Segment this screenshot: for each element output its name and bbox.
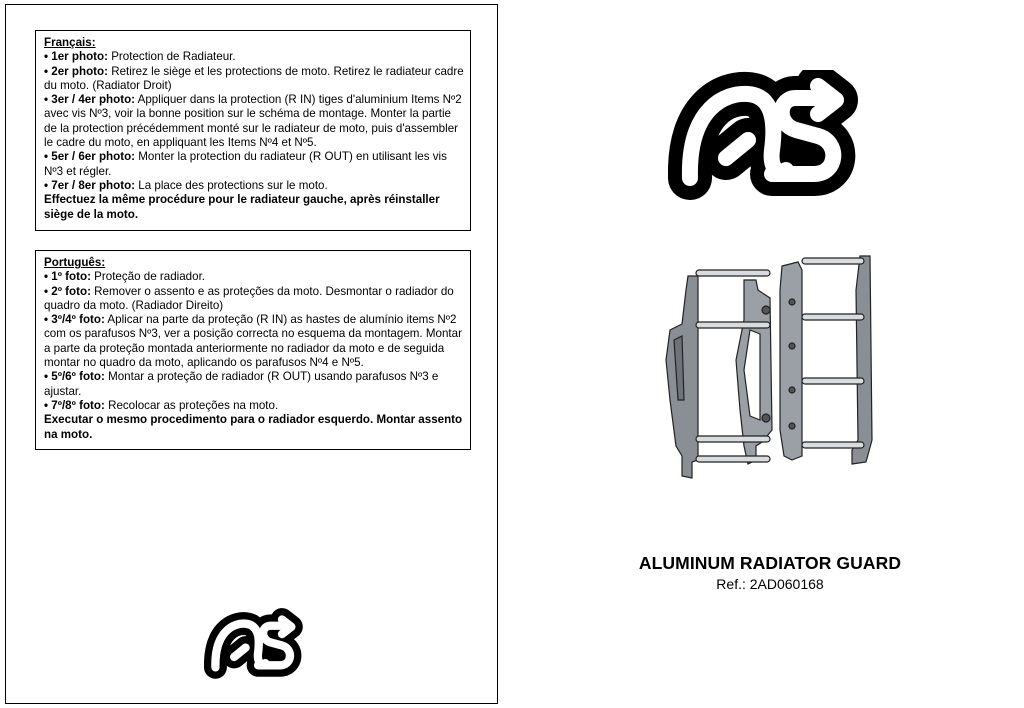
portuguese-step-4: • 5º/6º foto: Montar a proteção de radiador (R OUT) usando parafusos Nº3 e ajustar.: [44, 370, 439, 398]
radiator-guard-drawing: [652, 250, 884, 488]
portuguese-title: Português:: [44, 256, 106, 269]
french-step-1: • 1er photo: Protection de Radiateur.: [44, 50, 236, 64]
french-step-2: • 2er photo: Retirez le siège et les protections de moto. Retirez le radiateur cadre du moto. (Radiator Droit): [44, 64, 464, 92]
portuguese-closing: Executar o mesmo procedimento para o radiador esquerdo. Montar assento na moto.: [44, 413, 463, 441]
french-instructions: [35, 30, 471, 231]
portuguese-step-3: • 3º/4º foto: Aplicar na parte da proteção (R IN) as hastes de alumínio items Nº2 com os parafusos Nº3, ver a posição correcta no esquema da montagem. Montar a parte da proteção montada anteriormente no radiador da moto e de seguida montar no quadro da moto, aplicando os parafusos Nº4 e Nº5.: [44, 313, 462, 370]
portuguese-step-1: • 1º foto: Proteção de radiador.: [44, 270, 206, 284]
as-logo-icon: [204, 608, 308, 682]
french-title: Français:: [44, 36, 96, 49]
as-logo-icon: [668, 70, 868, 200]
portuguese-step-5: • 7º/8º foto: Recolocar as proteções na moto.: [44, 398, 279, 412]
product-title: ALUMINUM RADIATOR GUARD: [638, 553, 902, 573]
portuguese-instructions: [35, 250, 471, 450]
french-step-5: • 7er / 8er photo: La place des protections sur le moto.: [44, 178, 328, 192]
portuguese-step-2: • 2º foto: Remover o assento e as proteções da moto. Desmontar o radiador do quadro da moto. (Radiador Direito): [44, 284, 454, 312]
french-step-3: • 3er / 4er photo: Appliquer dans la protection (R IN) tiges d'aluminium Items Nº2 avec vis Nº3, voir la bonne position sur le schéma de montage. Monter la partie de la protection précédemment monté sur le radiateur de moto, puis d'assembler le cadre du moto, en appliquant les Items Nº4 et Nº5.: [44, 93, 462, 150]
instructions-panel: [5, 4, 498, 704]
product-reference: Ref.: 2AD060168: [716, 576, 824, 592]
french-closing: Effectuez la même procédure pour le radiateur gauche, après réinstaller siège de la moto.: [44, 193, 440, 221]
french-step-4: • 5er / 6er photo: Monter la protection du radiateur (R OUT) en utilisant les vis Nº3 et régler.: [44, 150, 447, 178]
